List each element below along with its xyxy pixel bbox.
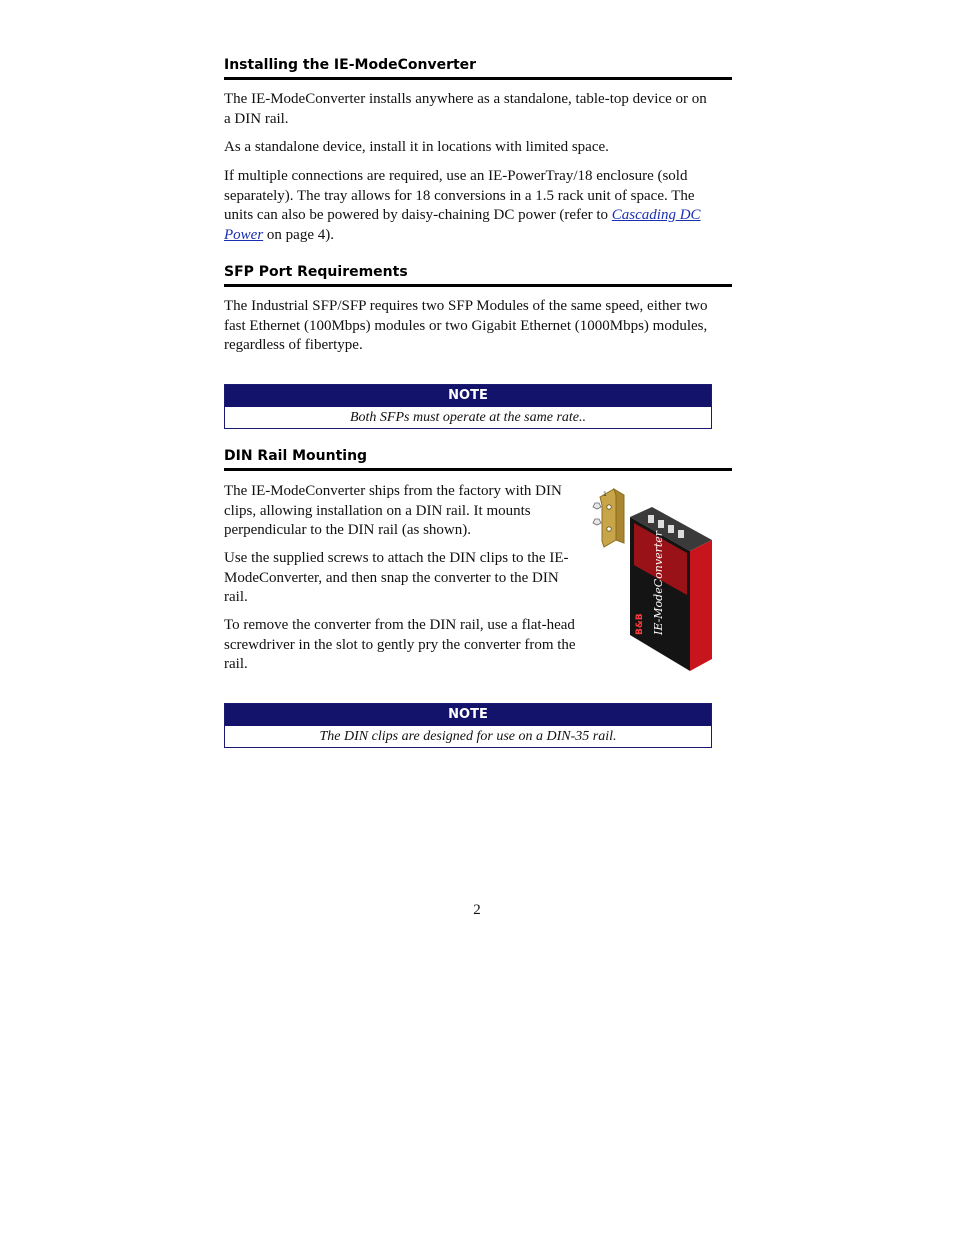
note-title: NOTE <box>225 704 711 726</box>
converter-device-icon <box>630 507 712 671</box>
paragraph-standalone: As a standalone device, install it in locations with limited space. <box>224 139 609 155</box>
paragraph-powertray <box>224 167 724 245</box>
paragraph-din-clips: The IE-ModeConverter ships from the factory with DIN clips, allowing installation on a DIN rail. It mounts perpendicular to the DIN rail (as shown). <box>224 483 562 538</box>
section-heading-installing: Installing the IE-ModeConverter <box>224 57 732 80</box>
page-number: 2 <box>473 902 481 918</box>
din-clip-icon <box>600 489 624 547</box>
paragraph-install-locations: The IE-ModeConverter installs anywhere as a standalone, table-top device or on a DIN rail. <box>224 91 707 127</box>
note-box-sfp <box>224 384 712 429</box>
screw-icon <box>593 503 601 525</box>
din-rail-device-figure <box>590 485 715 675</box>
paragraph-remove-converter: To remove the converter from the DIN rail, use a flat-head screwdriver in the slot to gently pry the converter from the rail. <box>224 617 576 672</box>
paragraph-supplied-screws: Use the supplied screws to attach the DIN clips to the IE-ModeConverter, and then snap the converter to the DIN rail. <box>224 550 569 605</box>
note-box-din <box>224 703 712 748</box>
note-text: The DIN clips are designed for use on a DIN-35 rail. <box>225 726 711 747</box>
svg-text:1: 1 <box>603 491 607 498</box>
note-title: NOTE <box>225 385 711 407</box>
note-text: Both SFPs must operate at the same rate.. <box>225 407 711 428</box>
paragraph-powertray-tail: on page 4). <box>263 226 334 243</box>
section-heading-din-rail: DIN Rail Mounting <box>224 448 732 471</box>
device-label: IE-ModeConverter <box>652 530 665 635</box>
cascading-dc-power-link[interactable]: Cascading DC Power <box>224 207 701 243</box>
device-brand: B&B <box>635 613 645 635</box>
section-heading-sfp: SFP Port Requirements <box>224 264 732 287</box>
paragraph-powertray-text: If multiple connections are required, use an IE-PowerTray/18 enclosure (sold separately). The tray allows for 18 conversions in a 1.5 rack unit of space. The units can also be powered by daisy-chaining DC power (refer to <box>224 168 695 223</box>
paragraph-sfp-requirements: The Industrial SFP/SFP requires two SFP Modules of the same speed, either two fast Ethernet (100Mbps) modules or two Gigabit Ethernet (1000Mbps) modules, regardless of fibertype. <box>224 298 708 353</box>
